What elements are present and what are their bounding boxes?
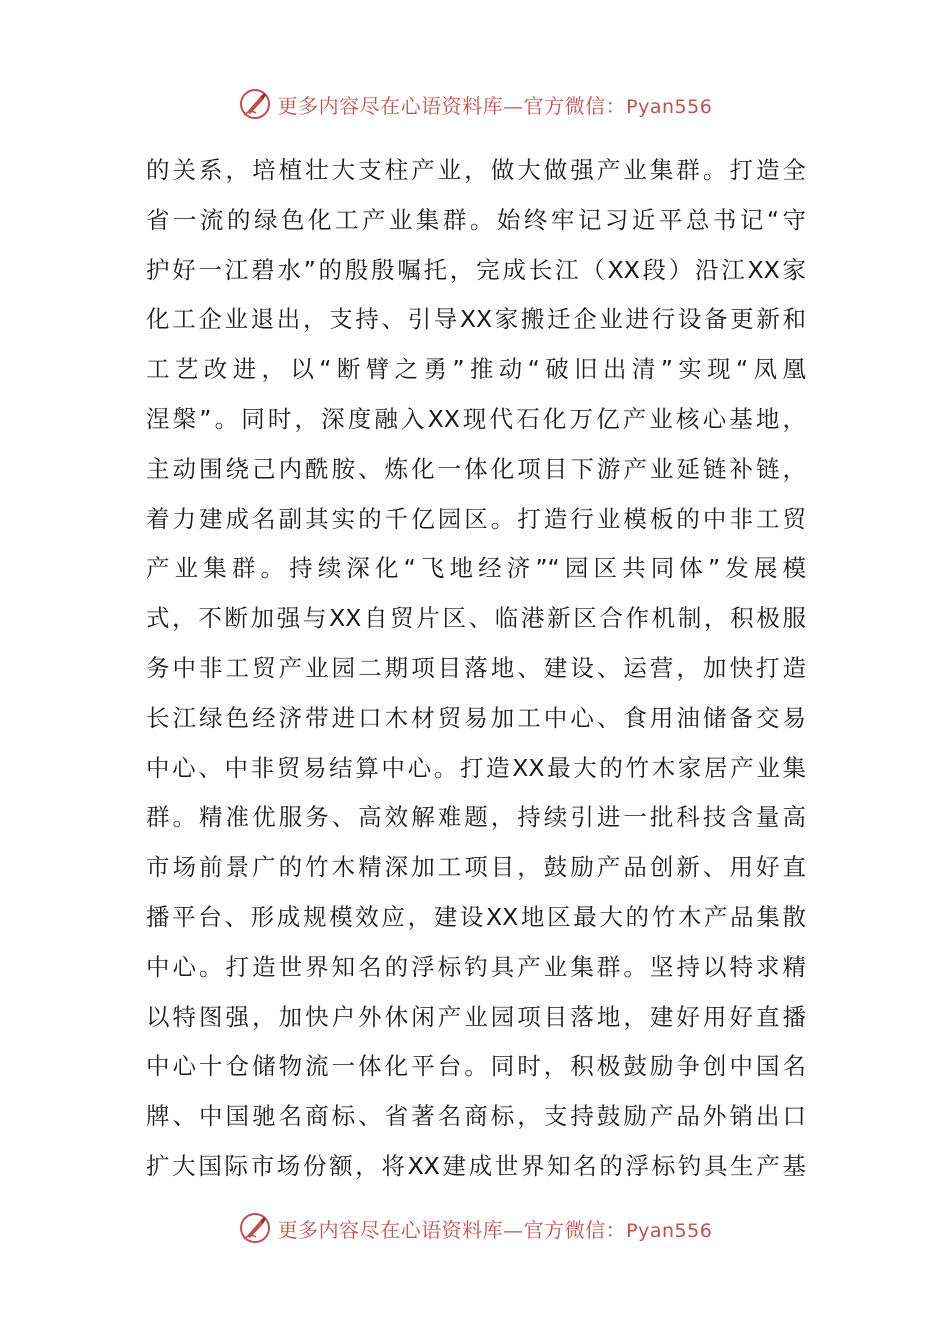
text-line: 省一流的绿色化工产业集群。始终牢记习近平总书记“守 — [146, 205, 806, 234]
header-watermark — [0, 84, 950, 124]
text-line: 牌、中国驰名商标、省著名商标，支持鼓励产品外销出口 — [146, 1102, 806, 1131]
text-line: 护好一江碧水”的殷殷嘱托，完成长江（XX段）沿江XX家 — [146, 255, 806, 284]
pen-logo-icon — [238, 1211, 272, 1245]
text-line: 化工企业退出，支持、引导XX家搬迁企业进行设备更新和 — [146, 305, 806, 334]
text-line: 中心。打造世界知名的浮标钓具产业集群。坚持以特求精 — [146, 952, 806, 981]
text-line: 播平台、形成规模效应，建设XX地区最大的竹木产品集散 — [146, 902, 806, 931]
text-line: 长江绿色经济带进口木材贸易加工中心、食用油储备交易 — [146, 703, 806, 732]
text-line: 群。精准优服务、高效解难题，持续引进一批科技含量高 — [146, 803, 806, 832]
text-line: 的关系，培植壮大支柱产业，做大做强产业集群。打造全 — [146, 156, 806, 184]
text-line: 务中非工贸产业园二期项目落地、建设、运营，加快打造 — [146, 653, 806, 682]
pen-logo-icon — [238, 87, 272, 121]
text-line: 中心十仓储物流一体化平台。同时，积极鼓励争创中国名 — [146, 1052, 806, 1081]
text-line: 产业集群。持续深化“飞地经济”“园区共同体”发展模 — [146, 554, 806, 583]
footer-watermark — [0, 1208, 950, 1248]
text-line: 主动围绕己内酰胺、炼化一体化项目下游产业延链补链， — [146, 454, 806, 483]
text-line: 扩大国际市场份额，将XX建成世界知名的浮标钓具生产基 — [146, 1151, 806, 1180]
text-line: 涅槃”。同时，深度融入XX现代石化万亿产业核心基地， — [146, 404, 806, 433]
text-line: 市场前景广的竹木精深加工项目，鼓励产品创新、用好直 — [146, 853, 806, 882]
watermark-text: 更多内容尽在心语资料库—官方微信：Pyan556 — [277, 1217, 713, 1242]
text-line: 式，不断加强与XX自贸片区、临港新区合作机制，积极服 — [146, 604, 806, 633]
text-line: 中心、中非贸易结算中心。打造XX最大的竹木家居产业集 — [146, 753, 806, 782]
text-line: 以特图强，加快户外休闲产业园项目落地，建好用好直播 — [146, 1002, 806, 1031]
document-body — [146, 146, 806, 1192]
text-line: 工艺改进，以“断臂之勇”推动“破旧出清”实现“凤凰 — [146, 355, 806, 384]
text-line: 着力建成名副其实的千亿园区。打造行业模板的中非工贸 — [146, 504, 806, 533]
watermark-text: 更多内容尽在心语资料库—官方微信：Pyan556 — [277, 93, 713, 118]
